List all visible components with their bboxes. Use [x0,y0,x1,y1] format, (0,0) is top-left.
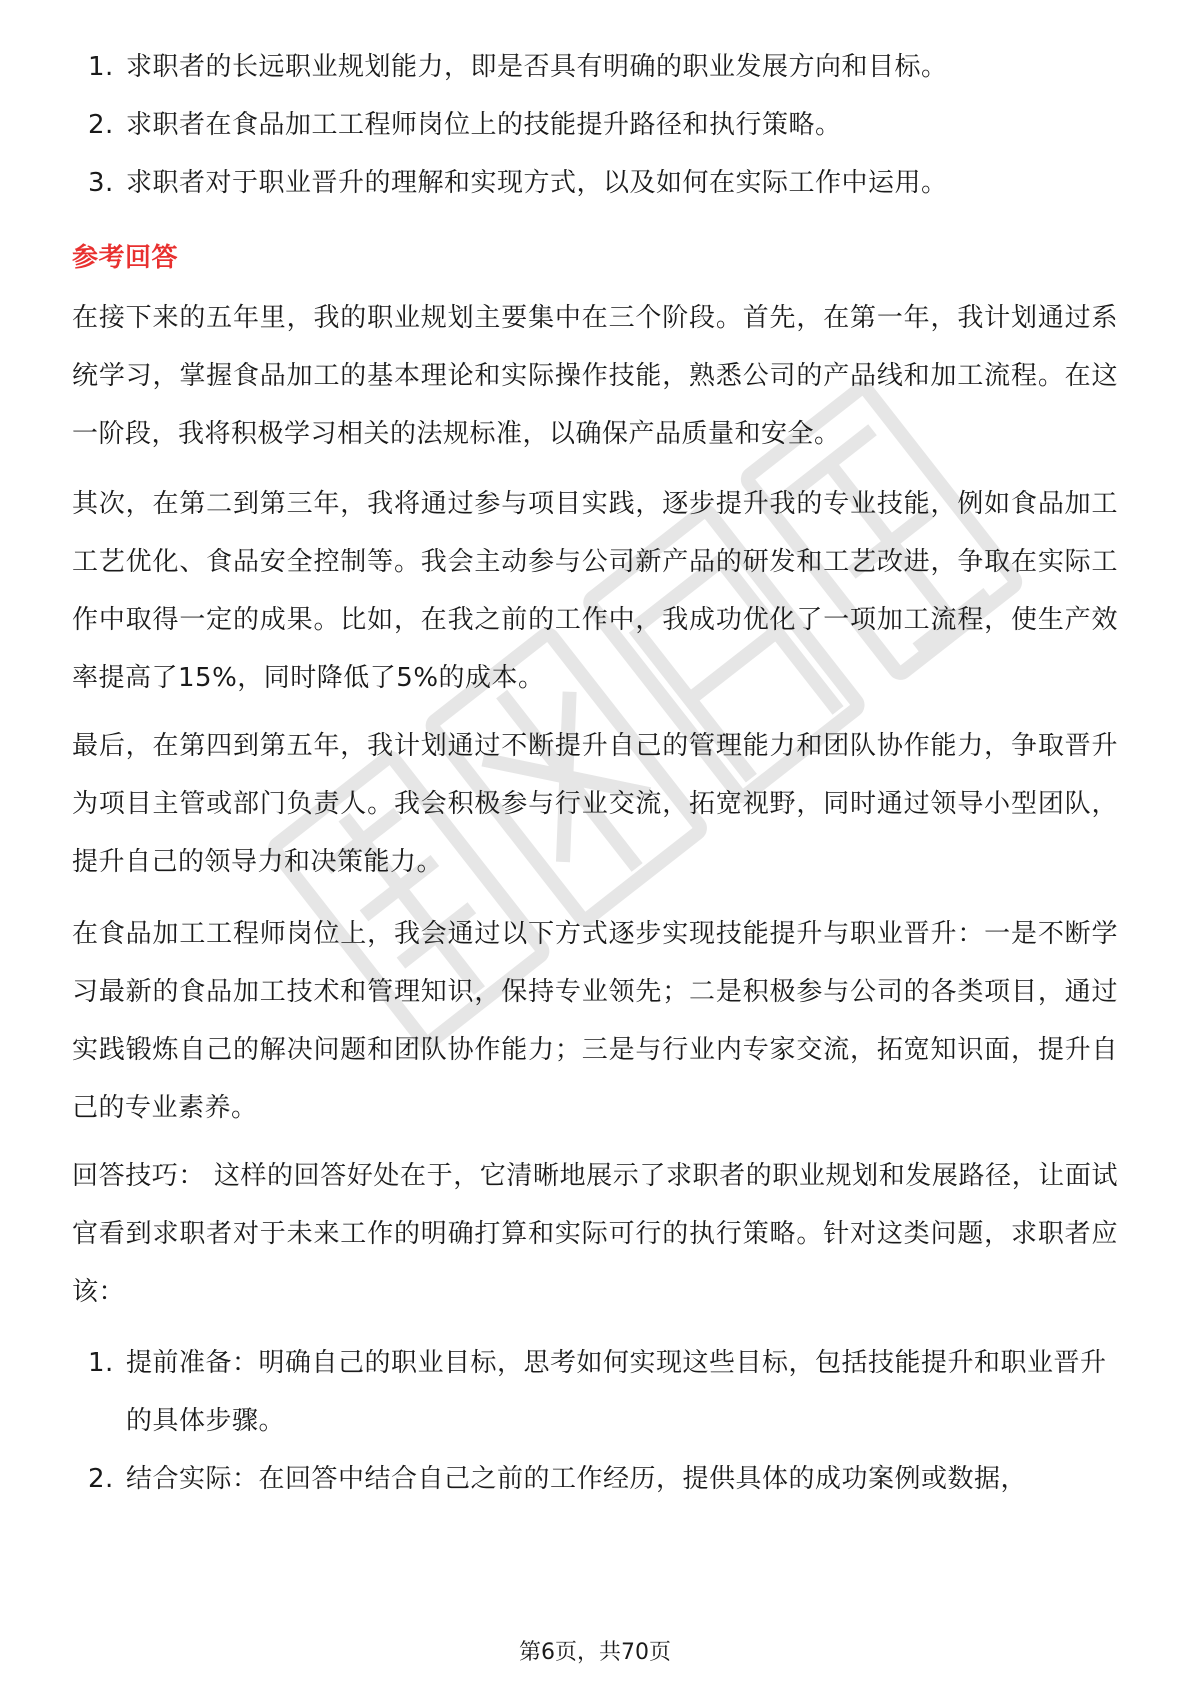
paragraph-years-four-five: 最后，在第四到第五年，我计划通过不断提升自己的管理能力和团队协作能力，争取晋升为项目主管或部门负责人。我会积极参与行业交流，拓宽视野，同时通过领导小型团队，提升自己的领导力和决策能力。 [72,731,1118,877]
list-item [88,154,1118,212]
list-item [88,1450,1118,1508]
list-item-text: 求职者在食品加工工程师岗位上的技能提升路径和执行策略。 [126,110,842,140]
page-number-footer: 第6页，共70页 [519,1640,671,1665]
list-item [88,96,1118,154]
paragraph-skill-growth: 在食品加工工程师岗位上，我会通过以下方式逐步实现技能提升与职业晋升：一是不断学习最新的食品加工技术和管理知识，保持专业领先；二是积极参与公司的各类项目，通过实践锻炼自己的解决问题和团队协作能力；三是与行业内专家交流，拓宽知识面，提升自己的专业素养。 [72,919,1118,1123]
list-item-number: 1. [88,52,114,82]
paragraph-answer-tips: 回答技巧： 这样的回答好处在于，它清晰地展示了求职者的职业规划和发展路径，让面试官看到求职者对于未来工作的明确打算和实际可行的执行策略。针对这类问题，求职者应该： [72,1161,1118,1307]
evaluation-points-list [88,38,1118,212]
list-item-number: 1. [88,1348,114,1378]
paragraph-years-two-three: 其次，在第二到第三年，我将通过参与项目实践，逐步提升我的专业技能，例如食品加工工艺优化、食品安全控制等。我会主动参与公司新产品的研发和工艺改进，争取在实际工作中取得一定的成果。比如，在我之前的工作中，我成功优化了一项加工流程，使生产效率提高了15%，同时降低了5%的成本。 [72,489,1118,693]
section-title-reference-answer: 参考回答 [72,243,179,273]
list-item-text: 求职者对于职业晋升的理解和实现方式，以及如何在实际工作中运用。 [126,168,948,198]
list-item-number: 3. [88,168,114,198]
list-item-text: 结合实际：在回答中结合自己之前的工作经历，提供具体的成功案例或数据， [126,1464,1028,1494]
list-item [88,1334,1118,1450]
list-item [88,38,1118,96]
tips-list [88,1334,1118,1508]
list-item-number: 2. [88,1464,114,1494]
list-item-text: 提前准备：明确自己的职业目标，思考如何实现这些目标，包括技能提升和职业晋升的具体步骤。 [126,1348,1107,1436]
list-item-text: 求职者的长远职业规划能力，即是否具有明确的职业发展方向和目标。 [126,52,948,82]
list-item-number: 2. [88,110,114,140]
paragraph-year-one: 在接下来的五年里，我的职业规划主要集中在三个阶段。首先，在第一年，我计划通过系统学习，掌握食品加工的基本理论和实际操作技能，熟悉公司的产品线和加工流程。在这一阶段，我将积极学习相关的法规标准，以确保产品质量和安全。 [72,303,1118,449]
